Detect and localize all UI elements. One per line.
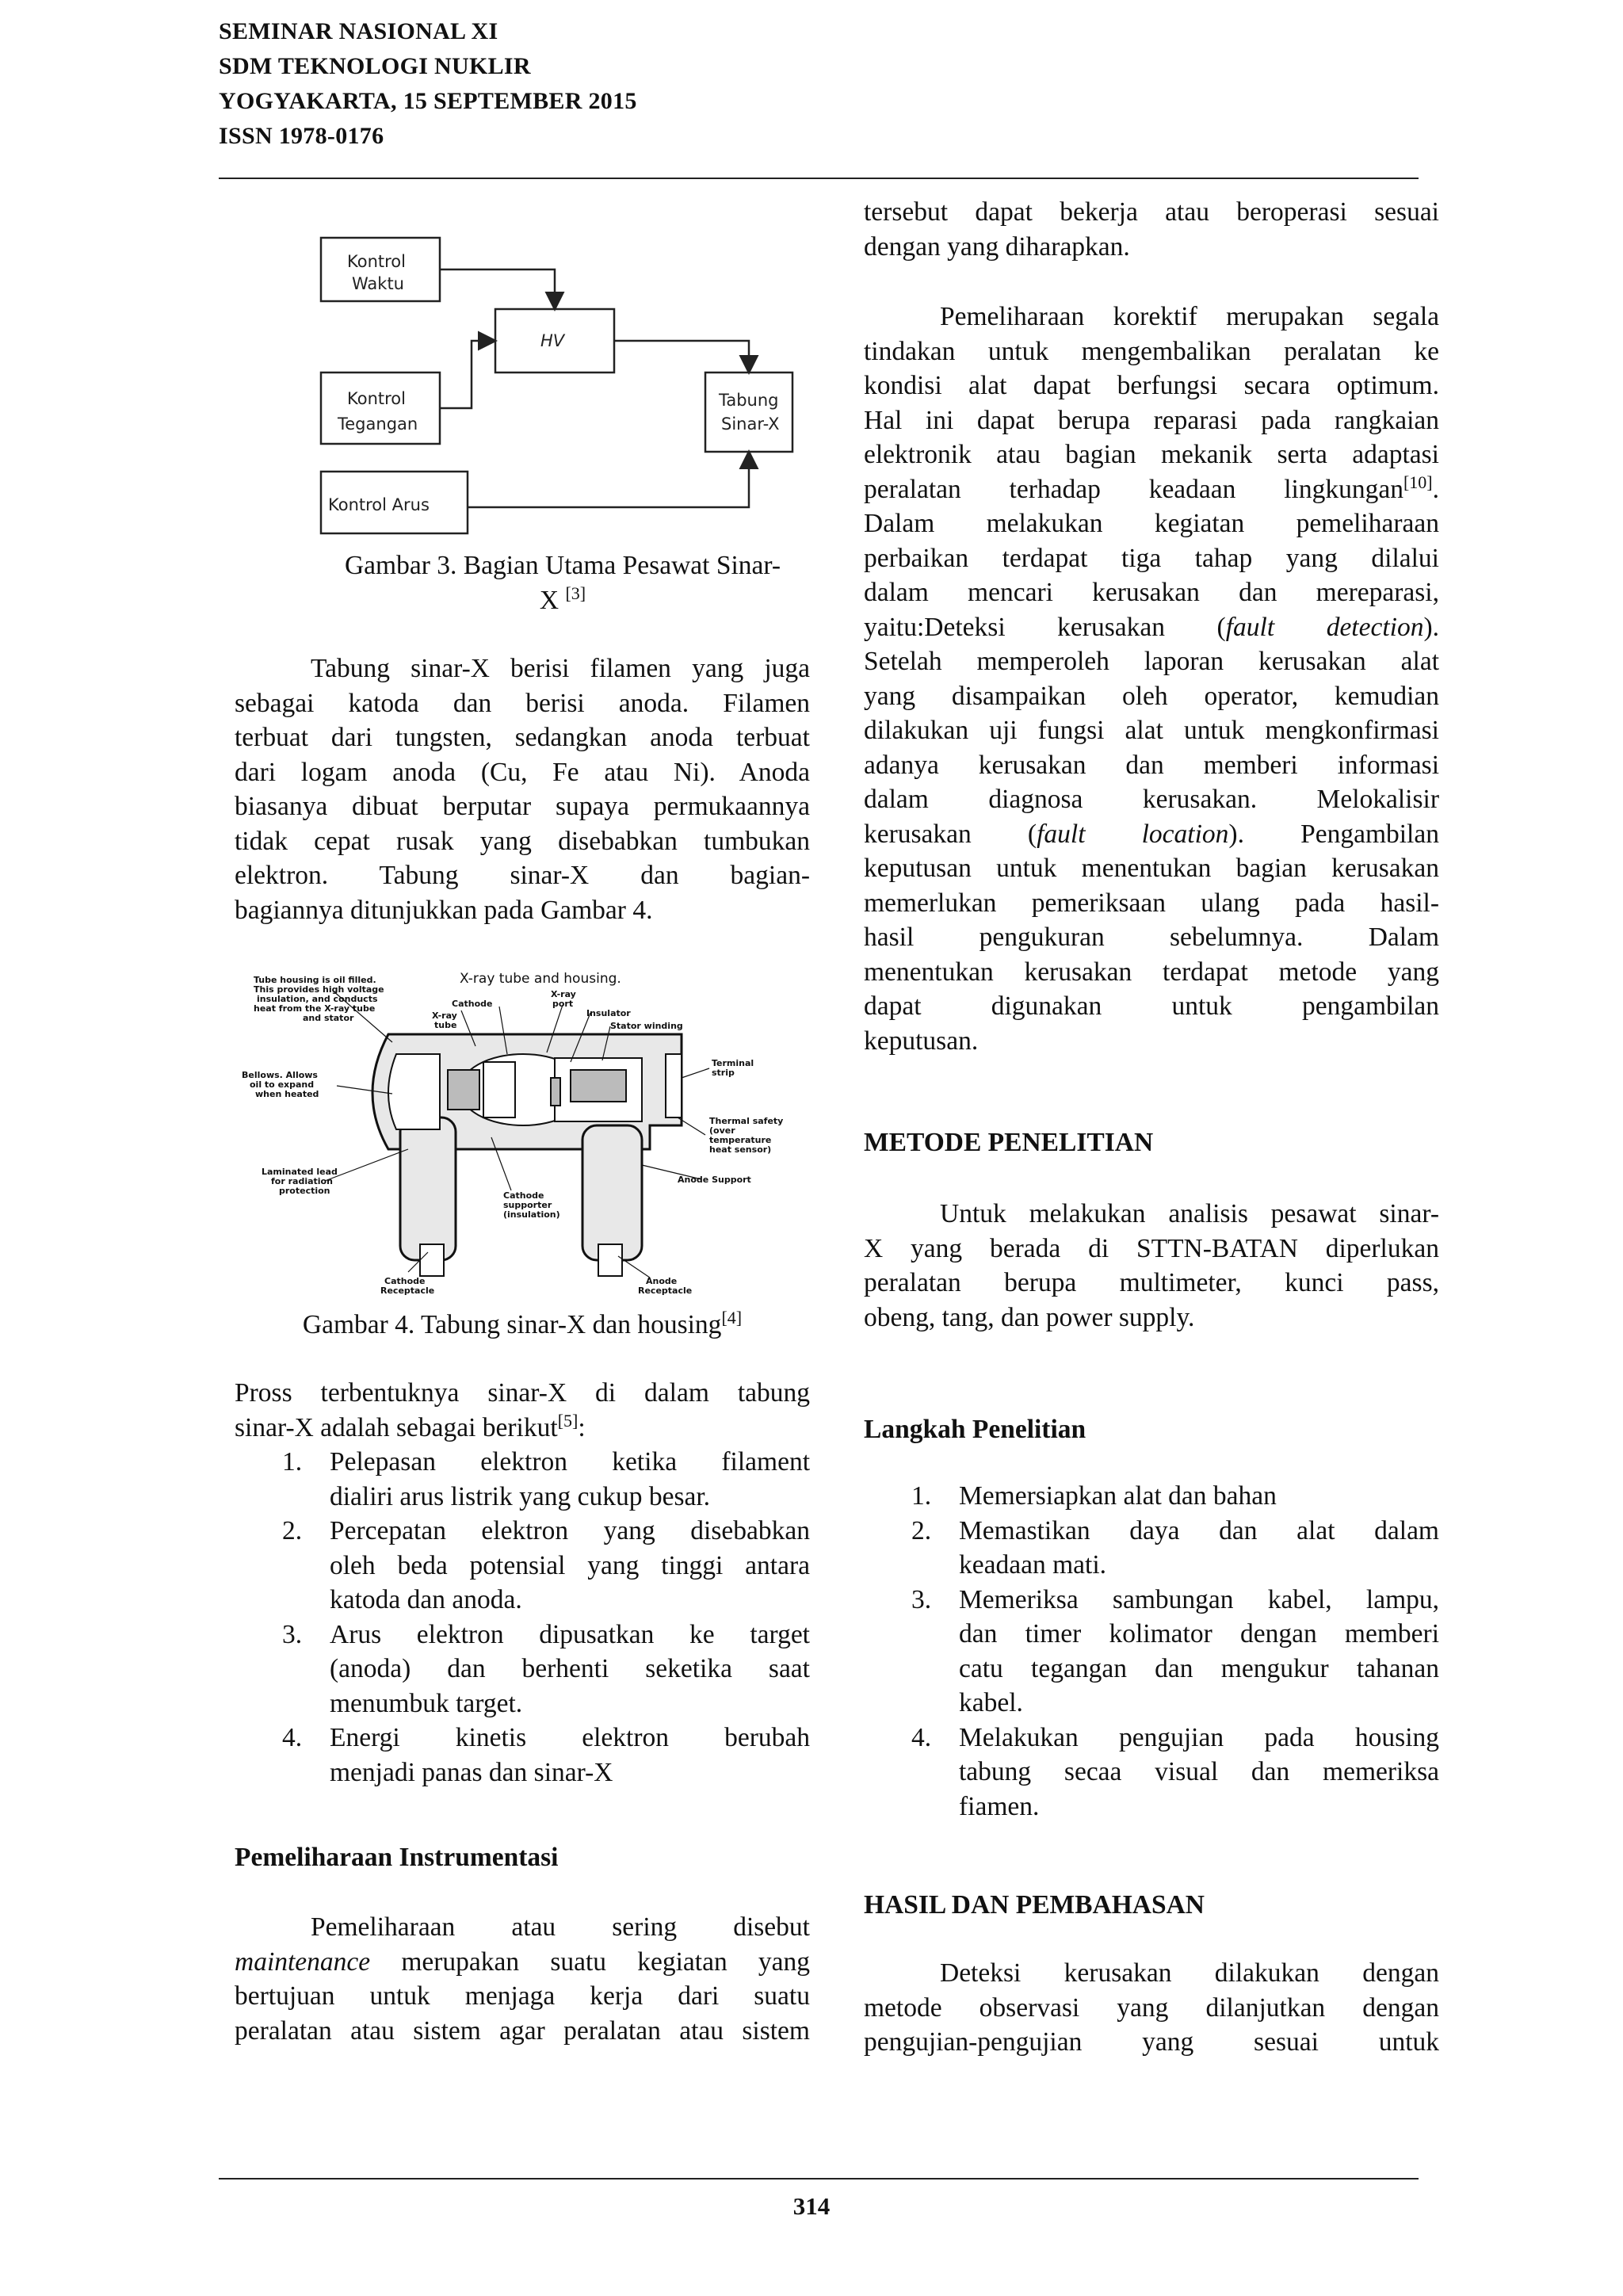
- fig4-stator-winding: Stator winding: [610, 1021, 683, 1031]
- header-line-3: YOGYAKARTA, 15 SEPTEMBER 2015: [219, 88, 637, 114]
- label-kontrol-waktu-1: Kontrol: [347, 252, 406, 271]
- heading-metode: METODE PENELITIAN: [864, 1128, 1154, 1157]
- list-item: 3. Arus elektron dipusatkan ke target (anoda) dan berhenti seketika saat menumbuk target.: [282, 1619, 810, 1718]
- label-tabung-2: Sinar-X: [721, 415, 780, 434]
- footer-rule: [219, 2178, 1419, 2179]
- caption-3-ref: [3]: [565, 583, 586, 603]
- caption-3-line2: X [3]: [539, 583, 586, 615]
- label-hv: HV: [540, 331, 565, 350]
- fig4-insulator: Insulator: [586, 1008, 631, 1018]
- svg-text:heat from the X-ray tube: heat from the X-ray tube: [254, 1003, 376, 1014]
- svg-text:This provides high voltage: This provides high voltage: [254, 984, 384, 995]
- svg-text:(insulation): (insulation): [503, 1209, 560, 1220]
- list-pross: [235, 1445, 810, 1790]
- header-line-1: SEMINAR NASIONAL XI: [219, 18, 498, 44]
- svg-text:insulation, and conducts: insulation, and conducts: [257, 994, 378, 1004]
- paragraph-hasil: Deteksi kerusakan dilakukan dengan metode observasi yang dilanjutkan dengan pengujian-pengujian yang sesuai untuk: [864, 1958, 1439, 2057]
- fig4-anode-receptacle: Anode: [646, 1276, 678, 1286]
- svg-text:strip: strip: [712, 1068, 735, 1078]
- fig4-title: X-ray tube and housing.: [460, 971, 621, 987]
- svg-text:oil to expand: oil to expand: [250, 1079, 315, 1090]
- fig4-cathode-supporter: Cathode: [503, 1190, 544, 1201]
- figure-3-diagram: [301, 222, 808, 539]
- svg-text:tube: tube: [434, 1020, 457, 1030]
- fig4-cathode-receptacle: Cathode: [384, 1276, 426, 1286]
- fig4-laminated-lead: Laminated lead: [262, 1167, 338, 1177]
- svg-text:Receptacle: Receptacle: [380, 1286, 435, 1296]
- figure-4-caption: Gambar 4. Tabung sinar-X dan housing[4]: [302, 1308, 743, 1339]
- svg-text:when heated: when heated: [255, 1089, 319, 1099]
- page-header: [219, 14, 637, 154]
- svg-text:Receptacle: Receptacle: [638, 1286, 693, 1296]
- paragraph-pemeliharaan: Pemeliharaan atau sering disebut maintenance merupakan suatu kegiatan yang bertujuan untuk menjaga kerja dari suatu peralatan atau sistem agar peralatan atau sistem: [235, 1912, 810, 2046]
- fig4-xray-tube-label: X-ray: [432, 1010, 457, 1021]
- header-line-4: ISSN 1978-0176: [219, 123, 384, 149]
- fig4-anode-support: Anode Support: [678, 1175, 751, 1185]
- header-rule: [219, 178, 1419, 179]
- label-kontrol-tegangan-2: Tegangan: [338, 415, 418, 434]
- list-item: 4. Melakukan pengujian pada housing tabung secaa visual dan memeriksa fiamen.: [911, 1722, 1439, 1821]
- heading-hasil: HASIL DAN PEMBAHASAN: [864, 1890, 1205, 1920]
- fig4-bellows: Bellows. Allows: [242, 1070, 318, 1080]
- svg-text:supporter: supporter: [503, 1200, 552, 1210]
- fig4-terminal-strip: Terminal: [712, 1058, 754, 1068]
- list-item: 4. Energi kinetis elektron berubah menjadi panas dan sinar-X: [282, 1723, 810, 1787]
- figure-4-xray-tube: [238, 967, 808, 1308]
- fig4-xray-port: X-ray: [551, 989, 576, 999]
- svg-text:and stator: and stator: [303, 1013, 354, 1023]
- paragraph-pross: Pross terbentuknya sinar-X di dalam tabung sinar-X adalah sebagai berikut[5]: 1. Pelepasan elektron ketika filament dialiri arus listrik yang cukup besar. 2. Percepatan elektron yang disebabkan oleh beda potensial yang tinggi antara katoda dan anoda. 3. Arus elektron dipusatkan ke target (anoda) dan berhenti seketika saat menumbuk target. 4. Energi kinetis elektron berubah menjadi panas dan sinar-X: [235, 1376, 810, 1790]
- heading-pemeliharaan: Pemeliharaan Instrumentasi: [235, 1843, 559, 1872]
- list-item: 1. Pelepasan elektron ketika filament dialiri arus listrik yang cukup besar.: [282, 1447, 810, 1511]
- svg-text:heat sensor): heat sensor): [709, 1144, 772, 1155]
- box-tabung: [705, 372, 792, 452]
- svg-text:(over: (over: [709, 1125, 735, 1136]
- list-item: 2. Memastikan daya dan alat dalam keadaan mati.: [911, 1515, 1439, 1580]
- svg-text:temperature: temperature: [709, 1135, 772, 1145]
- svg-text:protection: protection: [279, 1186, 330, 1196]
- figure-3-caption: [301, 548, 824, 617]
- paragraph-right-top: tersebut dapat bekerja atau beroperasi sesuai dengan yang diharapkan.: [864, 197, 1439, 262]
- paragraph-tabung: Tabung sinar-X berisi filamen yang juga sebagai katoda dan berisi anoda. Filamen terbuat dari tungsten, sedangkan anoda terbuat dari logam anoda (Cu, Fe atau Ni). Anoda biasanya dibuat berputar supaya permukaannya tidak cepat rusak yang disebabkan tumbukan elektron. Tabung sinar-X dan bagian- bagiannya ditunjukkan pada Gambar 4.: [235, 654, 810, 925]
- list-item: 1. Memersiapkan alat dan bahan: [911, 1481, 1277, 1511]
- list-langkah: [864, 1479, 1439, 1824]
- header-line-2: SDM TEKNOLOGI NUKLIR: [219, 53, 531, 79]
- heading-langkah: Langkah Penelitian: [864, 1415, 1086, 1444]
- label-tabung-1: Tabung: [719, 391, 779, 410]
- page-number: 314: [792, 2192, 831, 2220]
- fig4-housing-note-1: Tube housing is oil filled.: [254, 975, 376, 985]
- label-kontrol-waktu-2: Waktu: [352, 274, 404, 293]
- caption-3-line1: Gambar 3. Bagian Utama Pesawat Sinar-: [344, 551, 781, 580]
- fig4-thermal-safety: Thermal safety: [709, 1116, 784, 1126]
- list-item: 2. Percepatan elektron yang disebabkan oleh beda potensial yang tinggi antara katoda dan anoda.: [282, 1516, 810, 1614]
- list-item: 3. Memeriksa sambungan kabel, lampu, dan timer kolimator dengan memberi catu tegangan dan mengukur tahanan kabel.: [911, 1584, 1439, 1717]
- label-kontrol-arus: Kontrol Arus: [328, 495, 430, 514]
- svg-text:port: port: [552, 999, 574, 1009]
- fig4-cathode: Cathode: [452, 999, 493, 1009]
- label-kontrol-tegangan-1: Kontrol: [347, 389, 406, 408]
- svg-text:for radiation: for radiation: [271, 1176, 333, 1186]
- paragraph-metode: Untuk melakukan analisis pesawat sinar- X yang berada di STTN-BATAN diperlukan peralatan berupa multimeter, kunci pass, obeng, tang, dan power supply.: [864, 1199, 1439, 1332]
- paragraph-korektif: Pemeliharaan korektif merupakan segala tindakan untuk mengembalikan peralatan ke kondisi alat dapat berfungsi secara optimum. Hal ini dapat berupa reparasi pada rangkaian elektronik atau bagian mekanik serta adaptasi peralatan terhadap keadaan lingkungan[10]. Dalam melakukan kegiatan pemeliharaan perbaikan terdapat tiga tahap yang dilalui dalam mencari kerusakan dan mereparasi, yaitu:Deteksi kerusakan (fault detection). Setelah memperoleh laporan kerusakan alat yang disampaikan oleh operator, kemudian dilakukan uji fungsi alat untuk mengkonfirmasi adanya kerusakan dan memberi informasi dalam diagnosa kerusakan. Melokalisir kerusakan (fault location). Pengambilan keputusan untuk menentukan bagian kerusakan memerlukan pemeriksaan ulang pada hasil- hasil pengukuran sebelumnya. Dalam menentukan kerusakan terdapat metode yang dapat digunakan untuk pengambilan keputusan.: [864, 302, 1439, 1056]
- caption-4-ref: [4]: [721, 1308, 743, 1328]
